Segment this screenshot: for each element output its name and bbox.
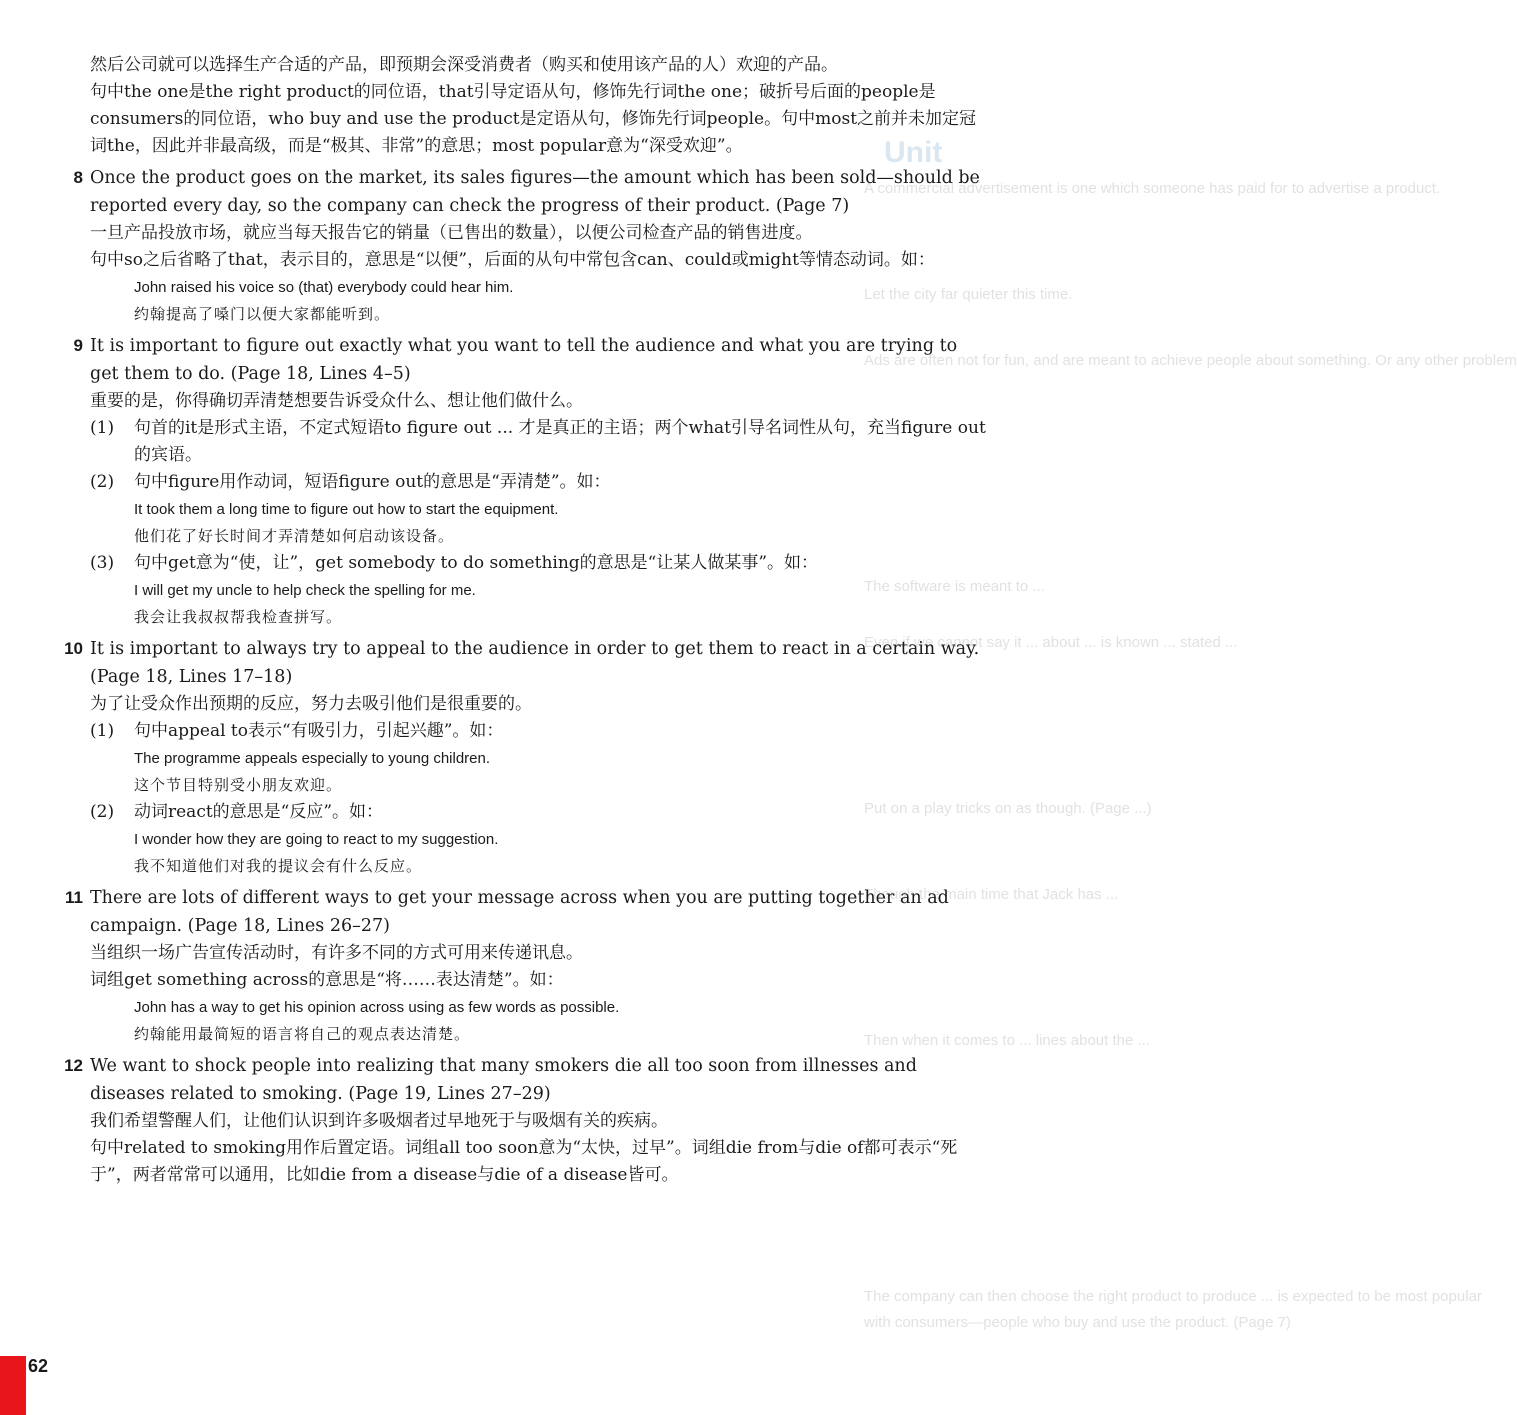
sub-note-label: (3) (90, 553, 115, 573)
example-translation: 我不知道他们对我的提议会有什么反应。 (134, 857, 423, 875)
item-number: 12 (64, 1056, 83, 1075)
item-number: 10 (64, 639, 83, 658)
example-translation: 我会让我叔叔帮我检查拼写。 (134, 608, 343, 626)
sub-note (90, 799, 990, 880)
item-sentence: It is important to always try to appeal to the audience in order to get them to react in a certain way. (Page 18, Lines 17–18) (90, 639, 980, 687)
bleed-line: with consumers—people who buy and use the product. (Page 7) (864, 1314, 1291, 1331)
bleed-line: The company can then choose the right product to produce ... is expected to be most popular (864, 1288, 1482, 1305)
sub-note-label: (1) (90, 721, 115, 741)
sub-note-text: 句中appeal to表示“有吸引力，引起兴趣”。如： (134, 721, 504, 741)
item-note: 词组get something across的意思是“将……表达清楚”。如： (90, 970, 564, 990)
example-sentence: The programme appeals especially to young children. (134, 750, 491, 767)
item-number: 9 (73, 336, 83, 355)
item-note: 句中related to smoking用作后置定语。词组all too soon意为“太快，过早”。词组die from与die of都可表示“死于”，两者常常可以通用，比如die from a disease与die of a disease皆可。 (90, 1138, 958, 1185)
intro-translation: 然后公司就可以选择生产合适的产品，即预期会深受消费者（购买和使用该产品的人）欢迎的产品。 (90, 55, 838, 75)
example-translation: 约翰提高了嗓门以便大家都能听到。 (134, 305, 391, 323)
bleed-line: Though the main time that Jack has ... (864, 886, 1119, 903)
bleed-line: Let the city far quieter this time. (864, 286, 1073, 303)
bleed-line: The software is meant to ... (864, 578, 1045, 595)
item-note: 句中so之后省略了that，表示目的，意思是“以便”，后面的从句中常包含can、could或might等情态动词。如： (90, 250, 935, 270)
sub-note-label: (1) (90, 418, 115, 438)
page-content (64, 52, 990, 1189)
item-number: 11 (65, 888, 83, 907)
sub-note-text: 动词react的意思是“反应”。如： (134, 802, 384, 822)
item-translation: 一旦产品投放市场，就应当每天报告它的销量（已售出的数量），以便公司检查产品的销售进度。 (90, 223, 813, 243)
note-item-10 (64, 635, 990, 880)
note-item-12 (64, 1052, 990, 1189)
bleed-line: Even if we cannot say it ... about ... is known ... stated ... (864, 634, 1238, 651)
sub-note (90, 469, 990, 550)
intro-note: 句中the one是the right product的同位语，that引导定语从句，修饰先行词the one；破折号后面的people是consumers的同位语，who buy and use the product是定语从句，修饰先行词people。句中most之前并未加定冠词the，因此并非最高级，而是“极其、非常”的意思；most popular意为“深受欢迎”。 (90, 82, 977, 156)
note-item-9 (73, 332, 990, 631)
example-sentence: I will get my uncle to help check the spelling for me. (134, 582, 476, 599)
example-sentence: It took them a long time to figure out how to start the equipment. (134, 501, 559, 518)
example-sentence: John has a way to get his opinion across using as few words as possible. (134, 999, 620, 1016)
example-sentence: I wonder how they are going to react to my suggestion. (134, 831, 499, 848)
item-translation: 重要的是，你得确切弄清楚想要告诉受众什么、想让他们做什么。 (90, 391, 583, 411)
bleed-line: Then when it comes to ... lines about the ... (864, 1032, 1150, 1049)
item-sentence: We want to shock people into realizing that many smokers die all too soon from illnesses and diseases related to smoking. (Page 19, Lines 27–29) (90, 1056, 917, 1104)
sub-note-text: 句首的it是形式主语，不定式短语to figure out ... 才是真正的主语；两个what引导名词性从句，充当figure out的宾语。 (134, 418, 986, 465)
item-number: 8 (73, 168, 83, 187)
bleed-line: A commercial advertisement is one which someone has paid for to advertise a product. (864, 180, 1441, 197)
sub-note (90, 415, 990, 469)
sub-note-label: (2) (90, 472, 115, 492)
item-sentence: It is important to figure out exactly what you want to tell the audience and what you are trying to get them to do. (Page 18, Lines 4–5) (90, 336, 958, 384)
item-sentence: Once the product goes on the market, its sales figures—the amount which has been sold—should be reported every day, so the company can check the progress of their product. (Page 7) (90, 168, 980, 216)
example-translation: 他们花了好长时间才弄清楚如何启动该设备。 (134, 527, 455, 545)
item-sentence: There are lots of different ways to get your message across when you are putting together an ad campaign. (Page 18, Lines 26–27) (90, 888, 949, 936)
sub-note-text: 句中figure用作动词，短语figure out的意思是“弄清楚”。如： (134, 472, 611, 492)
page-number: 62 (28, 1356, 49, 1376)
sub-note-text: 句中get意为“使，让”，get somebody to do something的意思是“让某人做某事”。如： (134, 553, 819, 573)
item-translation: 当组织一场广告宣传活动时，有许多不同的方式可用来传递讯息。 (90, 943, 583, 963)
note-item-11 (65, 884, 990, 1048)
bleed-line: Ads are often not for fun, and are meant to achieve people about something. Or any other problem (864, 352, 1517, 369)
note-item-8 (73, 164, 990, 328)
example-translation: 这个节目特别受小朋友欢迎。 (134, 776, 343, 794)
page-corner-tab (0, 1356, 26, 1415)
sub-note-label: (2) (90, 802, 115, 822)
item-translation: 为了让受众作出预期的反应，努力去吸引他们是很重要的。 (90, 694, 532, 714)
bleed-heading: Unit (884, 136, 943, 169)
example-translation: 约翰能用最简短的语言将自己的观点表达清楚。 (134, 1025, 471, 1043)
sub-note (90, 718, 990, 799)
example-sentence: John raised his voice so (that) everybody could hear him. (134, 279, 514, 296)
bleed-line: Put on a play tricks on as though. (Page ...) (864, 800, 1152, 817)
sub-note (90, 550, 990, 631)
item-translation: 我们希望警醒人们，让他们认识到许多吸烟者过早地死于与吸烟有关的疾病。 (90, 1111, 668, 1131)
